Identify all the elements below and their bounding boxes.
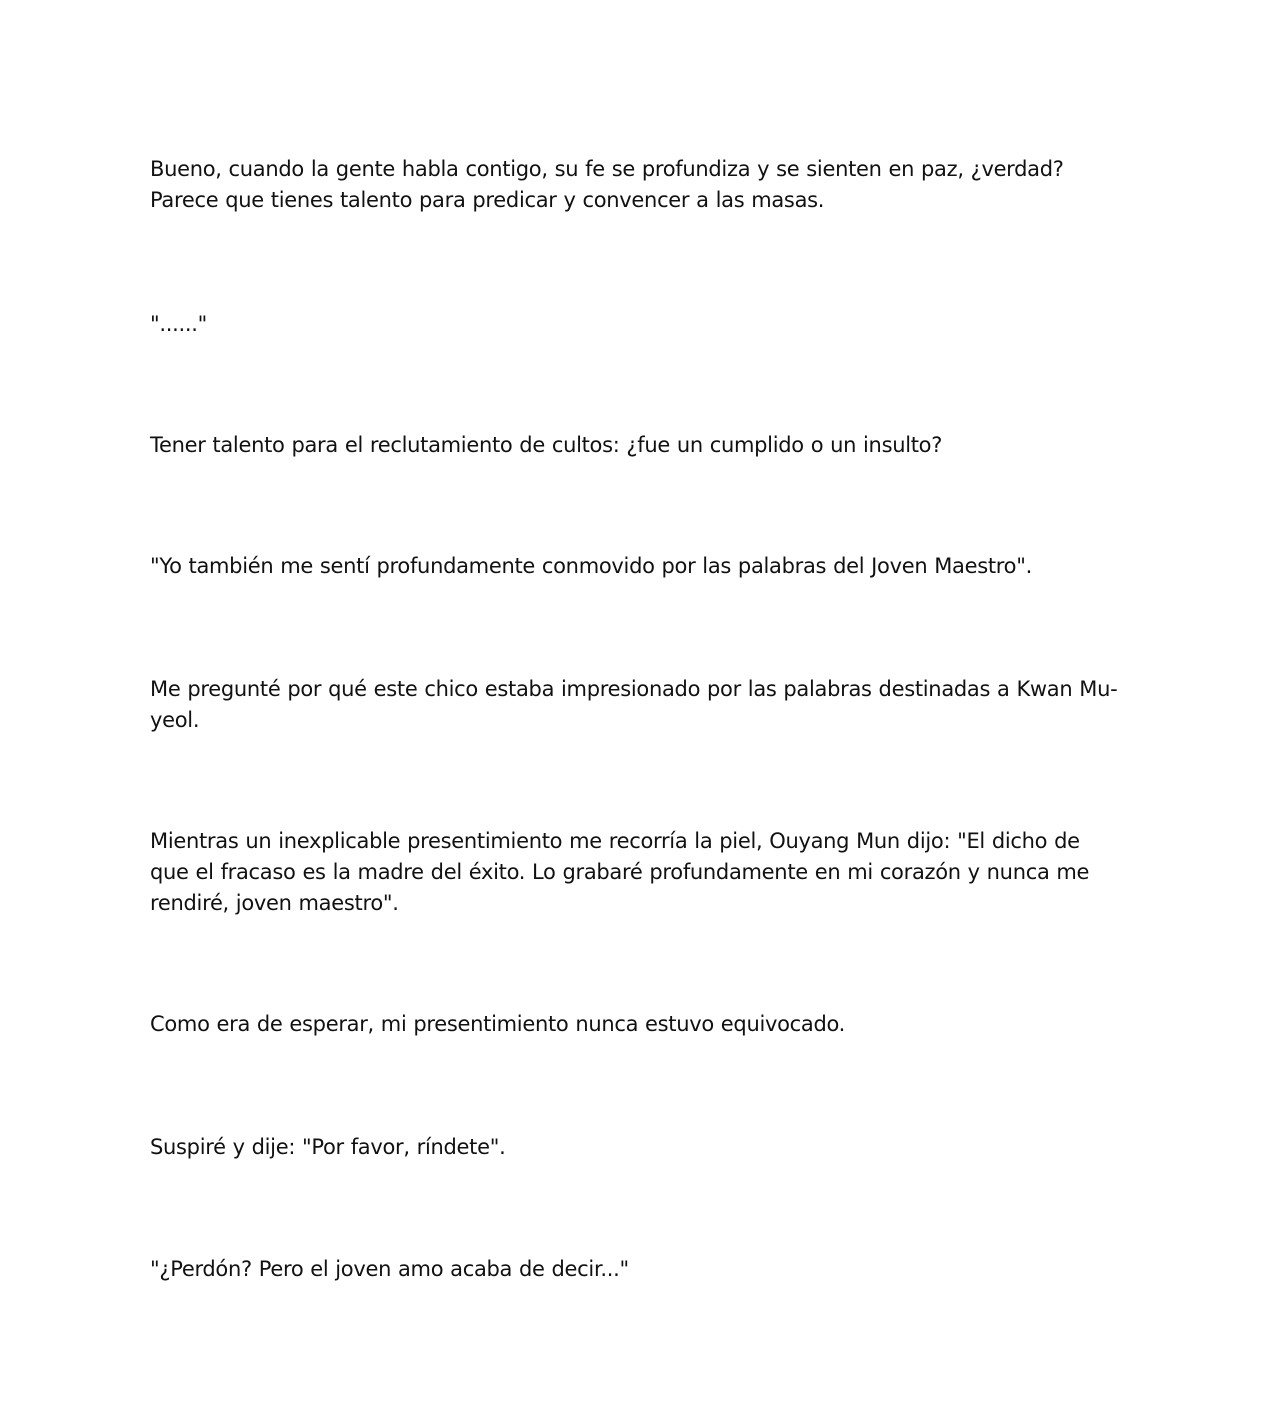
paragraph: "¿Perdón? Pero el joven amo acaba de decir..." [150,1257,629,1281]
paragraph: Como era de esperar, mi presentimiento nunca estuvo equivocado. [150,1012,846,1036]
paragraph: Bueno, cuando la gente habla contigo, su fe se profundiza y se sienten en paz, ¿verdad? Parece que tienes talento para predicar y convencer a las masas. [150,157,1064,212]
paragraph: Tener talento para el reclutamiento de cultos: ¿fue un cumplido o un insulto? [150,433,943,457]
paragraph: "Yo también me sentí profundamente conmovido por las palabras del Joven Maestro". [150,554,1032,578]
paragraph: Me pregunté por qué este chico estaba impresionado por las palabras destinadas a Kwan Mu-yeol. [150,677,1118,732]
paragraph: Suspiré y dije: "Por favor, ríndete". [150,1135,506,1159]
paragraph: Mientras un inexplicable presentimiento me recorría la piel, Ouyang Mun dijo: "El dicho de que el fracaso es la madre del éxito. Lo grabaré profundamente en mi corazón y nunca me rendiré, joven maestro". [150,829,1090,915]
paragraph: "......" [150,312,207,336]
